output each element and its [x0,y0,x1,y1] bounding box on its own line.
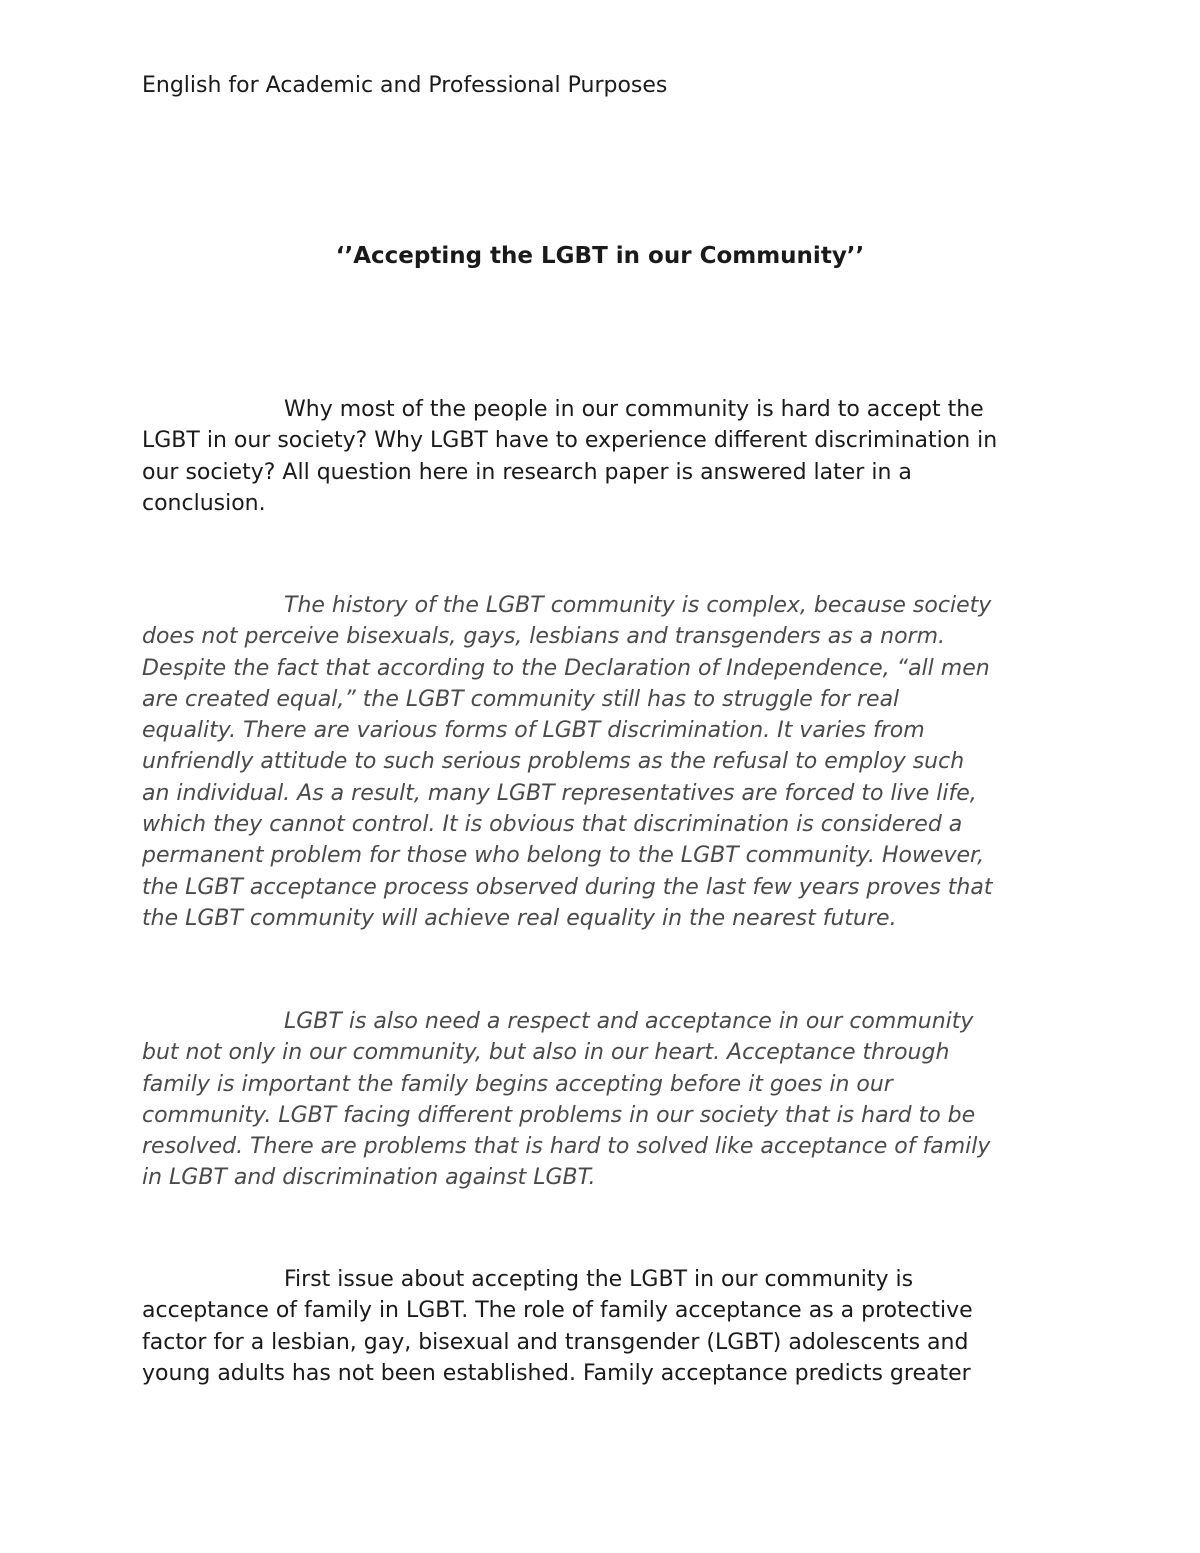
paragraph-introduction [142,394,1082,519]
paragraph-line: LGBT is also need a respect and acceptance in our community [284,1009,974,1034]
paragraph-line: Despite the fact that according to the Declaration of Independence, “all men [142,655,990,681]
paragraph-line: conclusion. [142,490,266,516]
paragraph-line: First issue about accepting the LGBT in our community is [284,1267,914,1292]
paragraph-line: family is important the family begins accepting before it goes in our [142,1071,893,1097]
paragraph-line: permanent problem for those who belong to the LGBT community. However, [142,843,985,869]
paragraph-line: in LGBT and discrimination against LGBT. [142,1165,596,1191]
paragraph-line: unfriendly attitude to such serious problems as the refusal to employ such [142,749,965,775]
document-title: ‘’Accepting the LGBT in our Community’’ [335,243,865,269]
paragraph-line: the LGBT acceptance process observed during the last few years proves that [142,874,993,900]
paragraph-line: equality. There are various forms of LGBT discrimination. It varies from [142,718,925,744]
paragraph-history [142,590,1082,934]
paragraph-line: acceptance of family in LGBT. The role of family acceptance as a protective [142,1298,973,1324]
course-header: English for Academic and Professional Purposes [142,73,668,98]
paragraph-line: an individual. As a result, many LGBT representatives are forced to live life, [142,780,977,806]
paragraph-line: does not perceive bisexuals, gays, lesbians and transgenders as a norm. [142,624,945,650]
paragraph-respect [142,1006,1082,1194]
paragraph-line: which they cannot control. It is obvious that discrimination is considered a [142,812,963,838]
paragraph-line: young adults has not been established. Family acceptance predicts greater [142,1360,971,1386]
paragraph-line: our society? All question here in research paper is answered later in a [142,459,912,485]
paragraph-line: The history of the LGBT community is complex, because society [284,593,992,618]
paragraph-line: LGBT in our society? Why LGBT have to experience different discrimination in [142,428,998,454]
paragraph-line: but not only in our community, but also in our heart. Acceptance through [142,1040,950,1066]
paragraph-line: are created equal,” the LGBT community still has to struggle for real [142,686,900,712]
paragraph-line: Why most of the people in our community is hard to accept the [284,397,984,422]
paragraph-first-issue [142,1264,1082,1389]
paragraph-line: resolved. There are problems that is hard to solved like acceptance of family [142,1134,991,1160]
paragraph-line: community. LGBT facing different problems in our society that is hard to be [142,1102,976,1128]
paragraph-line: factor for a lesbian, gay, bisexual and transgender (LGBT) adolescents and [142,1329,969,1355]
paragraph-line: the LGBT community will achieve real equality in the nearest future. [142,905,897,931]
